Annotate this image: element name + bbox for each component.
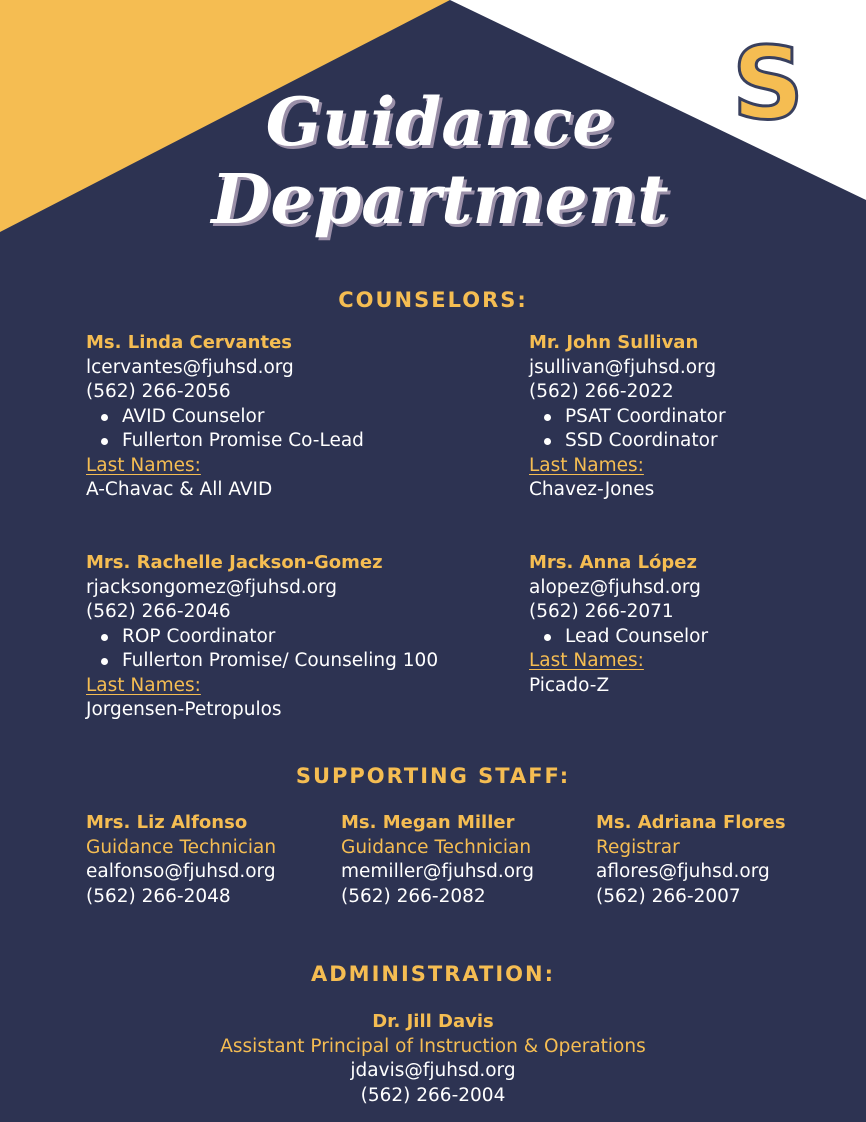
last-names-label: Last Names: (86, 454, 201, 476)
counselor-phone[interactable]: (562) 266-2071 (529, 601, 674, 622)
staff-name: Ms. Megan Miller (341, 812, 515, 833)
staff-role: Guidance Technician (341, 836, 532, 858)
staff-role: Registrar (596, 836, 680, 858)
staff-card (341, 811, 534, 909)
counselor-roles (86, 405, 364, 454)
role-item: Lead Counselor (565, 625, 708, 650)
staff-phone[interactable]: (562) 266-2007 (596, 885, 741, 907)
counselor-phone[interactable]: (562) 266-2056 (86, 381, 231, 402)
role-item: ROP Coordinator (122, 625, 438, 650)
counselor-name: Mrs. Anna López (529, 552, 697, 573)
staff-phone[interactable]: (562) 266-2082 (341, 885, 486, 907)
counselor-email[interactable]: lcervantes@fjuhsd.org (86, 356, 294, 378)
last-names-range: Chavez-Jones (529, 479, 655, 500)
staff-email[interactable]: aflores@fjuhsd.org (596, 861, 770, 882)
last-names-label: Last Names: (529, 454, 644, 476)
role-item: PSAT Coordinator (565, 405, 726, 430)
admin-email[interactable]: jdavis@fjuhsd.org (350, 1060, 516, 1081)
counselor-card (529, 551, 708, 698)
last-names-range: Picado-Z (529, 674, 610, 696)
counselor-email[interactable]: rjacksongomez@fjuhsd.org (86, 576, 338, 598)
role-item: Fullerton Promise Co-Lead (122, 429, 364, 454)
admin-phone[interactable]: (562) 266-2004 (360, 1084, 506, 1106)
school-logo: S (732, 25, 805, 142)
last-names-range: Jorgensen-Petropulos (86, 699, 282, 720)
admin-name: Dr. Jill Davis (372, 1011, 494, 1032)
last-names-label: Last Names: (529, 650, 644, 671)
role-item: AVID Counselor (122, 405, 364, 430)
staff-name: Ms. Adriana Flores (596, 812, 786, 833)
staff-name: Mrs. Liz Alfonso (86, 812, 248, 833)
page-title-line1: Guidance (265, 83, 615, 161)
counselor-phone[interactable]: (562) 266-2022 (529, 381, 674, 402)
staff-email[interactable]: memiller@fjuhsd.org (341, 861, 535, 882)
counselor-roles (529, 405, 726, 454)
counselor-roles (86, 625, 438, 674)
staff-role: Guidance Technician (86, 836, 277, 858)
last-names-label: Last Names: (86, 674, 201, 696)
counselor-name: Mrs. Rachelle Jackson-Gomez (86, 552, 383, 573)
counselor-card (86, 331, 364, 503)
counselor-phone[interactable]: (562) 266-2046 (86, 601, 231, 622)
last-names-range: A-Chavac & All AVID (86, 479, 273, 500)
staff-phone[interactable]: (562) 266-2048 (86, 885, 231, 907)
counselor-email[interactable]: jsullivan@fjuhsd.org (529, 356, 717, 378)
counselors-heading: COUNSELORS: (338, 288, 528, 312)
role-item: Fullerton Promise/ Counseling 100 (122, 649, 438, 674)
staff-email[interactable]: ealfonso@fjuhsd.org (86, 861, 276, 882)
staff-card (596, 811, 786, 909)
counselor-name: Mr. John Sullivan (529, 332, 699, 353)
staff-card (86, 811, 276, 909)
counselor-roles (529, 625, 708, 650)
counselor-card (86, 551, 438, 723)
counselor-card (529, 331, 726, 503)
role-item: SSD Coordinator (565, 429, 726, 454)
counselor-email[interactable]: alopez@fjuhsd.org (529, 576, 701, 598)
page-title-line2: Department (211, 160, 669, 240)
supporting-staff-heading: SUPPORTING STAFF: (295, 764, 571, 788)
counselor-name: Ms. Linda Cervantes (86, 332, 292, 353)
admin-card (0, 1010, 866, 1108)
administration-heading: ADMINISTRATION: (311, 962, 555, 986)
admin-role: Assistant Principal of Instruction & Operations (220, 1035, 646, 1057)
